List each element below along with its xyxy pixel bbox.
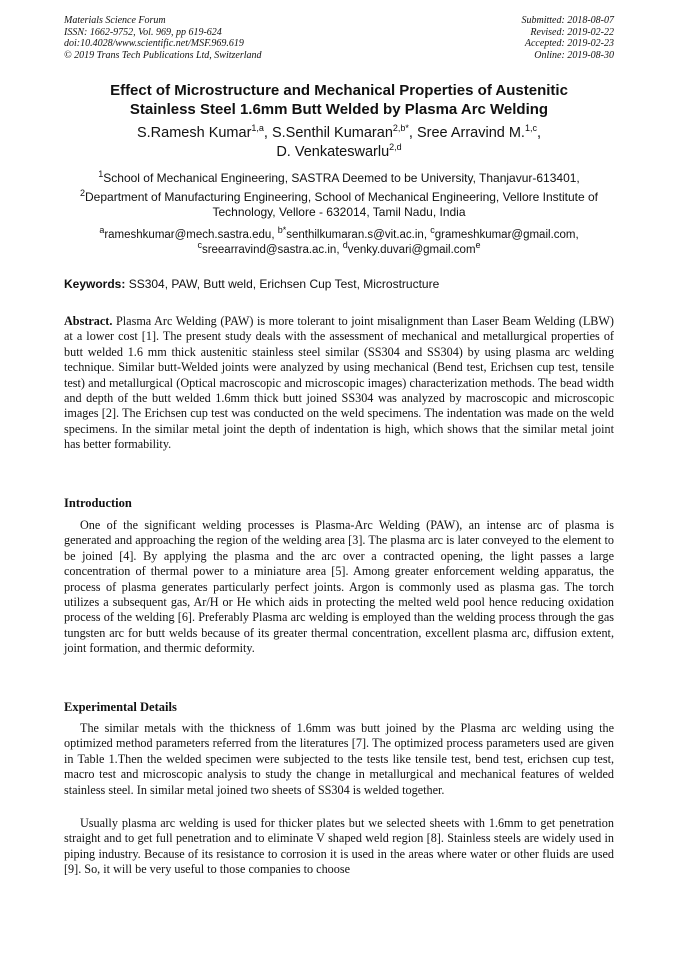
journal-doi: doi:10.4028/www.scientific.net/MSF.969.619	[64, 38, 244, 49]
email-link[interactable]: rameshkumar@mech.sastra.edu,	[104, 229, 278, 241]
email-sup: e	[475, 240, 481, 251]
keywords	[64, 277, 439, 292]
email-sup: c	[197, 240, 202, 251]
emails-line-1	[52, 225, 626, 243]
experimental-heading: Experimental Details	[64, 700, 177, 714]
keywords-text: SS304, PAW, Butt weld, Erichsen Cup Test, Microstructure	[125, 277, 440, 291]
email-sup: d	[342, 240, 348, 251]
date-submitted: Submitted: 2018-08-07	[521, 15, 614, 26]
abstract	[64, 314, 614, 453]
paper-title	[40, 81, 638, 119]
affiliation-2	[52, 190, 626, 220]
email-link[interactable]: grameshkumar@gmail.com,	[434, 229, 579, 241]
emails-line-2	[52, 240, 626, 258]
author-list	[40, 124, 638, 162]
journal-name: Materials Science Forum	[64, 15, 166, 26]
author-name: S.Ramesh Kumar	[136, 125, 252, 141]
affiliation-text: Department of Manufacturing Engineering, School of Mechanical Engineering, Vellore Institute of Technology, Vellore - 632014, Tamil Nadu, India	[85, 190, 598, 219]
journal-copyright: © 2019 Trans Tech Publications Ltd, Switzerland	[64, 49, 262, 61]
date-revised: Revised: 2019-02-22	[530, 26, 614, 38]
email-sup: c	[430, 225, 435, 236]
affiliation-text: School of Mechanical Engineering, SASTRA Deemed to be University, Thanjavur-613401,	[103, 171, 580, 185]
introduction-heading: Introduction	[64, 496, 132, 510]
email-link[interactable]: sreearravind@sastra.ac.in,	[201, 244, 343, 256]
date-accepted: Accepted: 2019-02-23	[524, 38, 614, 49]
journal-issn: ISSN: 1662-9752, Vol. 969, pp 619-624	[64, 26, 222, 38]
author-sup: 1,a	[251, 123, 264, 134]
email-link[interactable]: venky.duvari@gmail.com	[347, 244, 476, 256]
authors-line-1: S.Ramesh Kumar$^{1,a}$, S.Senthil Kumaran$^{2,b*}$, Sree Arravind M.$^{1,c}$,	[136, 123, 542, 141]
publication-dates	[522, 15, 615, 61]
experimental-paragraph-2: Usually plasma arc welding is used for thicker plates but we selected sheets with 1.6mm to get penetration straight and to get full penetration and to eliminate V shaped weld region [8]. Stainless steels are widely used in piping industry. Because of its resistance to corrosion it is used in the areas where water or other fluids are used [9]. So, it will be very useful to those companies to choose	[64, 816, 614, 877]
affiliation-sup: 2	[80, 188, 86, 198]
author-emails	[52, 225, 626, 258]
email-sup: a	[99, 225, 105, 236]
affiliation-sup: 1	[98, 169, 104, 179]
title-line-1: Effect of Microstructure and Mechanical Properties of Austenitic	[110, 82, 568, 99]
author-separator: ,	[263, 125, 272, 141]
author-name: S.Senthil Kumaran	[271, 125, 393, 141]
author-name: Sree Arravind M.	[416, 125, 525, 141]
abstract-text: Plasma Arc Welding (PAW) is more tolerant to joint misalignment than Laser Beam Welding (LBW) at a lower cost [1]. The present study deals with the assessment of mechanical and metallurgical properties of butt welded 1.6 mm thick austenitic stainless steel similar (SS304 and SS304) by using plasma arc welding technique. Similar butt-Welded joints were analyzed by using mechanical (Bend test, Erichsen cup test, tensile test) and metallurgical (Optical macroscopic and microscopic images) characterization methods. The bead width and depth of the butt welded 1.6mm thick butt joined SS304 was analyzed by macroscopic and microscopic images [2]. The Erichsen cup test was conducted on the weld specimens. The indentation was made on the weld specimens. In the similar metal joint the depth of indentation is high, which shows that the similar metal joint has better formability.	[64, 314, 614, 452]
abstract-label: Abstract.	[64, 314, 113, 328]
email-sup: b*	[277, 225, 287, 236]
author-sup: 1,c	[524, 123, 537, 134]
journal-info	[64, 15, 262, 61]
author-sup: 2,d	[389, 142, 402, 153]
date-online: Online: 2019-08-30	[534, 49, 614, 61]
introduction-paragraph: One of the significant welding processes is Plasma-Arc Welding (PAW), an intense arc of plasma is generated and approaching the region of the welding area [3]. The plasma arc is later conveyed to the element to be joined [4]. By applying the plasma and the arc over a contracted opening, the light passes a large concentration of thermal power to a miniature area [5]. Among greater enforcement welding apparatus, the process of plasma generates particularly perfect joints. Argon is commonly used as plasma gas. The torch utilizes a subsequent gas, Ar/H or He which aids in protecting the melted weld pool hence reducing oxidation process of the welding [6]. Preferably Plasma arc welding is employed than the welding process through the gas tungsten arc for butt welds because of its greater thermal concentration, excellent plasma arc, diffusion extent, joint formation, and thermic deformity.	[64, 518, 614, 656]
email-link[interactable]: senthilkumaran.s@vit.ac.in,	[286, 229, 431, 241]
keywords-label: Keywords:	[64, 277, 126, 291]
author-sup: 2,b*	[392, 123, 409, 134]
authors-line-2	[40, 143, 638, 162]
affiliation-1	[52, 171, 626, 186]
title-line-2: Stainless Steel 1.6mm Butt Welded by Plasma Arc Welding	[129, 101, 549, 118]
author-separator: ,	[408, 125, 417, 141]
author-name: D. Venkateswarlu	[276, 144, 390, 160]
experimental-paragraph-1: The similar metals with the thickness of 1.6mm was butt joined by the Plasma arc welding using the optimized method parameters referred from the literatures [7]. The optimized process parameters used are given in Table 1.Then the welded specimen were subjected to the tests like tensile test, bend test, erichsen cup test, macro test and microscopic analysis to study the change in metallurgical and mechanical features of welded stainless steel. In similar metal joined two sheets of SS304 is welded together.	[64, 721, 614, 797]
